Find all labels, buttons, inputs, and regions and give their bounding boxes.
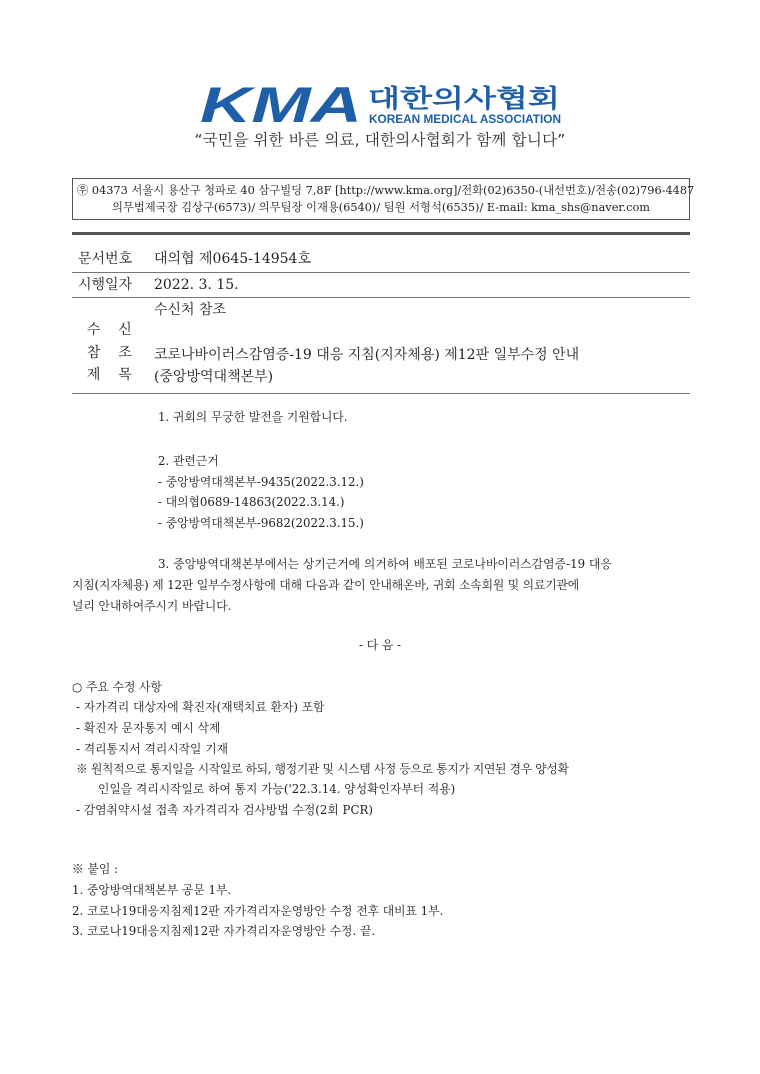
attachment-item: 1. 중앙방역대책본부 공문 1부. [72, 883, 232, 897]
attachment-item: 3. 코로나19대응지침제12판 자가격리자운영방안 수정. 끝. [72, 924, 376, 938]
paragraph-1: 1. 귀회의 무궁한 발전을 기원합니다. [158, 410, 348, 424]
logo-mark-text: KMA [200, 80, 362, 128]
logo-english-name: KOREAN MEDICAL ASSOCIATION [369, 114, 561, 126]
address-line-2: 의무법제국장 김상구(6573)/ 의무팀장 이재용(6540)/ 팀원 서형석(6535)/ E-mail: kma_shs@naver.com [112, 201, 650, 214]
field-label: 참 조 [86, 345, 132, 361]
paragraph-2-title: 2. 관련근거 [158, 454, 219, 468]
paragraph-3-line: 널리 안내하여주시기 바랍니다. [72, 599, 232, 613]
reference-item: - 중앙방역대책본부-9682(2022.3.15.) [158, 516, 364, 530]
kma-logo [200, 80, 565, 128]
field-value: 2022. 3. 15. [154, 277, 239, 293]
field-value: 코로나바이러스감염증-19 대응 지침(지자체용) 제12판 일부수정 안내 [154, 347, 580, 363]
change-item: - 자가격리 대상자에 확진자(재택치료 환자) 포함 [76, 700, 325, 714]
change-item: - 확진자 문자통지 예시 삭제 [76, 721, 221, 735]
address-box [72, 178, 695, 220]
reference-item: - 대의협0689-14863(2022.3.14.) [158, 495, 345, 509]
field-value: 대의협 제0645-14954호 [154, 251, 311, 267]
section-title: ○ 주요 수정 사항 [72, 680, 162, 694]
field-label: 문서번호 [78, 251, 133, 267]
change-item: - 격리통지서 격리시작일 기재 [76, 742, 228, 756]
change-note: ※ 원칙적으로 통지일을 시작일로 하되, 행정기관 및 시스템 사정 등으로 통지가 지연된 경우 양성확 [76, 762, 569, 776]
attachment-title: ※ 붙임 : [72, 862, 119, 876]
field-label: 제 목 [86, 367, 132, 383]
logo-korean-name: 대한의사협회 [368, 84, 560, 113]
attachment-item: 2. 코로나19대응지침제12판 자가격리자운영방안 수정 전후 대비표 1부. [72, 904, 444, 918]
field-label: 시행일자 [78, 277, 133, 293]
address-line-1: ㉾ 04373 서울시 용산구 청파로 40 삼구빌딩 7,8F [http://www.kma.org]/전화(02)6350-(내선번호)/전송(02)796-4487 [77, 184, 695, 197]
field-divider [72, 272, 690, 273]
field-divider [72, 297, 690, 298]
header-divider [72, 232, 690, 235]
field-divider [72, 393, 690, 394]
change-item: - 감염취약시설 접촉 자가격리자 검사방법 수정(2회 PCR) [76, 803, 373, 817]
field-value: 수신처 참조 [154, 302, 227, 318]
paragraph-3-line: 지침(지자체용) 제 12판 일부수정사항에 대해 다음과 같이 안내해온바, 귀회 소속회원 및 의료기관에 [72, 578, 580, 592]
subject-continuation: (중앙방역대책본부) [154, 369, 274, 385]
field-doc-number [78, 249, 311, 269]
paragraph-3-line: 3. 중앙방역대책본부에서는 상기근거에 의거하여 배포된 코로나바이러스감염증-19 대응 [158, 557, 612, 571]
slogan: “국민을 위한 바른 의료, 대한의사협회가 함께 합니다” [194, 131, 566, 149]
change-note-cont: 인일을 격리시작일로 하여 통지 가능('22.3.14. 양성확인자부터 적용) [98, 782, 456, 796]
field-label: 수 신 [86, 322, 132, 338]
field-date [78, 275, 239, 295]
dau-heading: - 다 음 - [358, 638, 401, 652]
reference-item: - 중앙방역대책본부-9435(2022.3.12.) [158, 475, 364, 489]
